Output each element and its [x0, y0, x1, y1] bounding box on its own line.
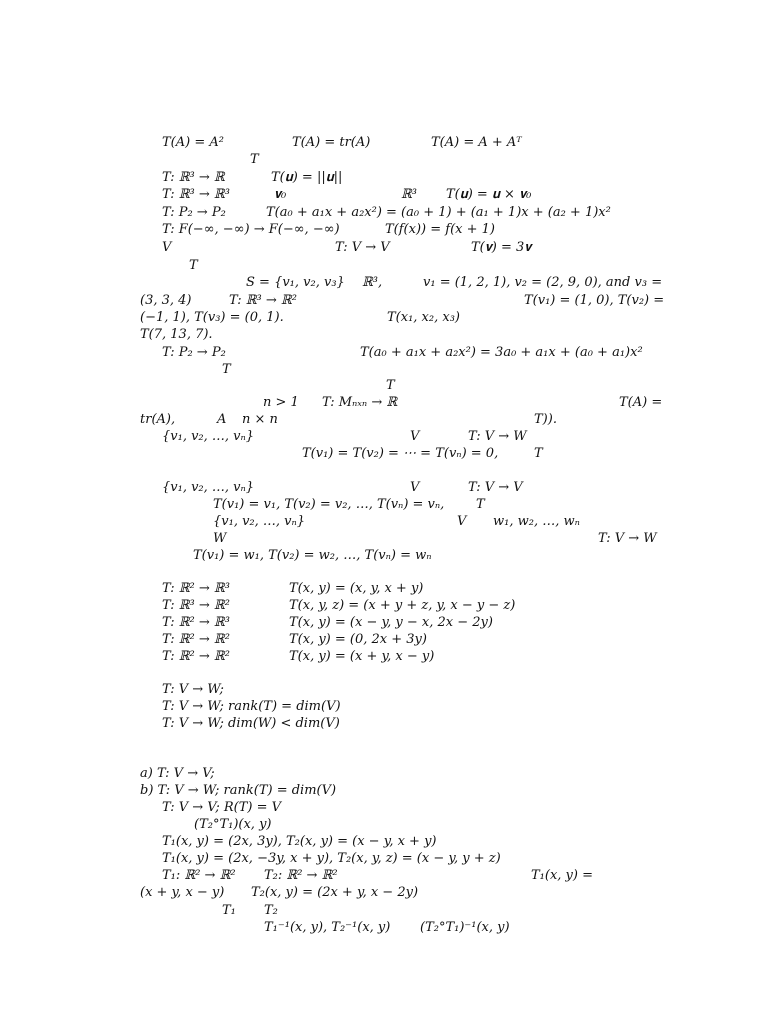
math-expression: T(x₁, x₂, x₃) [387, 310, 460, 325]
math-expression: T: Mₙₓₙ → ℝ [322, 395, 398, 410]
math-expression: V [162, 240, 172, 255]
math-expression: T: ℝ³ → ℝ³ [162, 187, 230, 202]
math-expression: T: V → W; [162, 682, 224, 697]
math-expression: ℝ³ [401, 187, 418, 202]
math-expression: T: ℝ³ → ℝ [162, 170, 225, 185]
math-expression: T [222, 362, 231, 377]
math-expression: T(A) = A + Aᵀ [431, 135, 522, 150]
math-expression: T(a₀ + a₁x + a₂x²) = (a₀ + 1) + (a₁ + 1)x + (a₂ + 1)x² [266, 205, 611, 220]
math-expression: T(x, y) = (x, y, x + y) [289, 581, 424, 596]
math-expression: (3, 3, 4) [140, 293, 192, 308]
math-expression: (T₂°T₁)⁻¹(x, y) [420, 920, 510, 935]
math-expression: a) T: V → V; [140, 766, 215, 781]
math-expression: T(f(x)) = f(x + 1) [385, 222, 495, 237]
math-expression: T: V → W [598, 531, 657, 546]
math-expression: T: V → V; R(T) = V [162, 800, 282, 815]
math-expression: A [217, 412, 227, 427]
math-expression: ℝ³, [362, 275, 383, 290]
math-expression: 𝐯₀ [274, 187, 287, 202]
math-expression: T: V → W [468, 429, 527, 444]
math-expression: w₁, w₂, …, wₙ [493, 514, 580, 529]
math-expression: T(x, y) = (0, 2x + 3y) [289, 632, 427, 647]
math-expression: (x + y, x − y) [140, 885, 225, 900]
math-expression: T: ℝ³ → ℝ² [162, 598, 230, 613]
math-expression: tr(A), [140, 412, 176, 427]
math-expression: V [410, 429, 420, 444]
math-expression: W [213, 531, 227, 546]
math-expression: T(𝐯) = 3𝐯 [471, 240, 532, 255]
math-expression: T [189, 258, 198, 273]
math-expression: T₁(x, y) = (2x, 3y), T₂(x, y) = (x − y, x + y) [162, 834, 437, 849]
math-expression: n > 1 [263, 395, 299, 410]
math-expression: T(𝐮) = 𝐮 × 𝐯₀ [446, 187, 532, 202]
math-expression: T₁(x, y) = (2x, −3y, x + y), T₂(x, y, z) = (x − y, y + z) [162, 851, 501, 866]
math-expression: T₁ [222, 903, 236, 918]
math-expression: T [386, 378, 395, 393]
math-expression: T(7, 13, 7). [140, 327, 213, 342]
math-expression: S = {v₁, v₂, v₃} [246, 275, 345, 290]
math-expression: T(v₁) = w₁, T(v₂) = w₂, …, T(vₙ) = wₙ [193, 548, 432, 563]
math-expression: T [476, 497, 485, 512]
math-expression: T₁: ℝ² → ℝ² [162, 868, 236, 883]
math-expression: T [534, 446, 543, 461]
math-expression: v₁ = (1, 2, 1), v₂ = (2, 9, 0), and v₃ = [423, 275, 663, 290]
math-expression: T(v₁) = T(v₂) = ⋯ = T(vₙ) = 0, [302, 446, 499, 461]
math-expression: T(A) = tr(A) [292, 135, 371, 150]
math-expression: {v₁, v₂, …, vₙ} [162, 429, 255, 444]
math-expression: T: V → W; dim(W) < dim(V) [162, 716, 340, 731]
math-expression: {v₁, v₂, …, vₙ} [162, 480, 255, 495]
math-expression: T: V → V [468, 480, 523, 495]
math-expression: T(A) = A² [162, 135, 224, 150]
math-expression: n × n [242, 412, 278, 427]
math-expression: T [250, 152, 259, 167]
math-expression: T(v₁) = v₁, T(v₂) = v₂, …, T(vₙ) = vₙ, [213, 497, 445, 512]
math-expression: T₁⁻¹(x, y), T₂⁻¹(x, y) [264, 920, 391, 935]
math-expression: T: ℝ³ → ℝ² [229, 293, 297, 308]
math-expression: T: ℝ² → ℝ³ [162, 581, 230, 596]
math-expression: T: V → V [335, 240, 390, 255]
math-expression: T₂(x, y) = (2x + y, x − 2y) [251, 885, 419, 900]
math-expression: T)). [534, 412, 557, 427]
math-expression: (−1, 1), T(v₃) = (0, 1). [140, 310, 284, 325]
math-expression: T(𝐮) = ||𝐮|| [271, 170, 343, 185]
math-expression: T₂: ℝ² → ℝ² [264, 868, 338, 883]
math-expression: T₁(x, y) = [531, 868, 593, 883]
math-expression: T: ℝ² → ℝ² [162, 649, 230, 664]
math-expression: b) T: V → W; rank(T) = dim(V) [140, 783, 337, 798]
math-expression: {v₁, v₂, …, vₙ} [213, 514, 306, 529]
math-expression: T(v₁) = (1, 0), T(v₂) = [524, 293, 665, 308]
math-expression: T(x, y) = (x + y, x − y) [289, 649, 435, 664]
math-expression: T(x, y, z) = (x + y + z, y, x − y − z) [289, 598, 516, 613]
math-expression: T(A) = [619, 395, 663, 410]
math-expression: T: ℝ² → ℝ³ [162, 615, 230, 630]
math-expression: T: ℝ² → ℝ² [162, 632, 230, 647]
math-expression: T: P₂ → P₂ [162, 345, 226, 360]
math-expression: T: P₂ → P₂ [162, 205, 226, 220]
math-expression: (T₂°T₁)(x, y) [194, 817, 272, 832]
math-expression: T(a₀ + a₁x + a₂x²) = 3a₀ + a₁x + (a₀ + a₁)x² [360, 345, 643, 360]
math-expression: T₂ [264, 903, 278, 918]
math-expression: V [457, 514, 467, 529]
math-expression: V [410, 480, 420, 495]
math-expression: T(x, y) = (x − y, y − x, 2x − 2y) [289, 615, 493, 630]
math-expression: T: F(−∞, −∞) → F(−∞, −∞) [162, 222, 340, 237]
math-expression: T: V → W; rank(T) = dim(V) [162, 699, 341, 714]
